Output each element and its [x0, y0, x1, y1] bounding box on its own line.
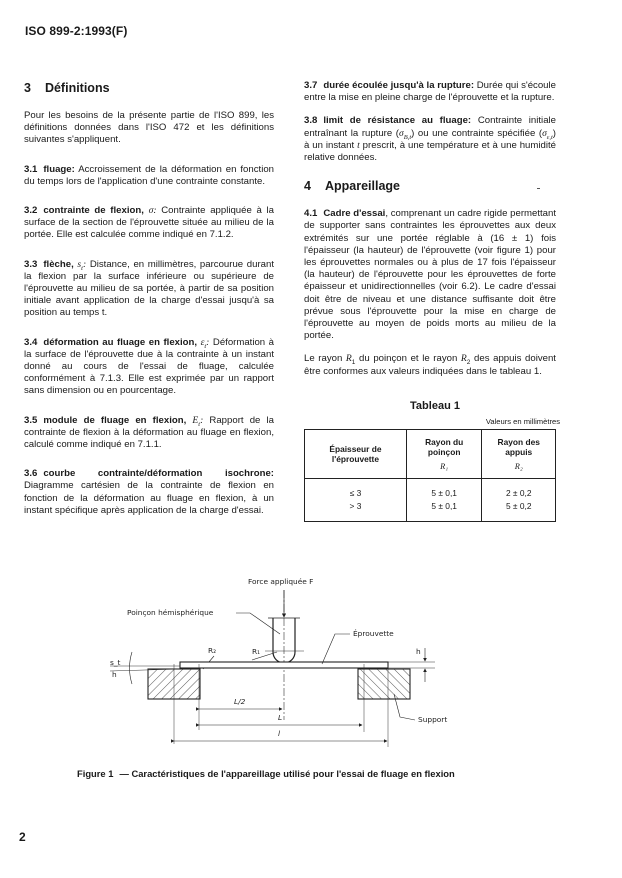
definition-text: Accroissement de la déformation en fonction du temps lors de l'application d'une contrainte constante. [24, 163, 274, 187]
definition-symbol: $E_t$: [192, 414, 204, 428]
section-title: Appareillage [324, 179, 400, 194]
definition-symbol: $\varepsilon_t$: [200, 336, 210, 350]
table-unit-note: Valeurs en millimètres [485, 417, 560, 427]
section-number: 4 [304, 179, 311, 194]
column-header-support-radius: Rayon des appuis R₂ [482, 430, 556, 479]
definition-number: 3.1 [24, 163, 38, 175]
definition-term: contrainte de flexion, [43, 205, 144, 217]
span-label: L [278, 713, 283, 722]
document-id: ISO 899-2:1993(F) [25, 24, 128, 38]
table-row [305, 479, 556, 522]
definition-3-5 [24, 415, 274, 452]
page-number: 2 [19, 830, 26, 844]
definition-number: 3.5 [24, 414, 38, 426]
definition-text: Durée qui s'écoule entre la mise en pleine charge de l'éprouvette et la rupture. [304, 80, 556, 104]
clause-4-1 [304, 208, 556, 342]
definition-number: 3.4 [24, 336, 38, 348]
section-title: Définitions [44, 81, 110, 95]
support-radius-cell: 2 ± 0,2 5 ± 0,2 [482, 479, 556, 522]
definition-3-7 [304, 80, 556, 104]
r1-label: R₁ [252, 647, 261, 656]
support-label: Support [418, 715, 448, 724]
definition-3-3 [24, 259, 274, 320]
h-right-label: h [416, 647, 421, 656]
definition-term: courbe contrainte/déformation isochrone: [43, 468, 274, 480]
force-label: Force appliquée F [248, 577, 314, 586]
definition-text: Distance, en millimètres, parcourue durant la flexion par la surface inférieure ou supérieure de l'éprouvette au milieu de sa portée, à partir de sa position initiale avant application de la charge d'essai jusqu'à sa position au temps t. [24, 258, 274, 319]
figure-caption [77, 768, 455, 779]
punch-radius-cell: 5 ± 0,1 5 ± 0,1 [406, 479, 482, 522]
definition-symbol: $s_t$: [77, 258, 87, 272]
punch-label: Poinçon hémisphérique [127, 608, 214, 617]
definition-number: 3.6 [24, 468, 38, 480]
table-title: Tableau 1 [410, 399, 460, 412]
specimen-label: Éprouvette [353, 629, 394, 638]
table-1 [304, 429, 556, 522]
definition-3-1 [24, 164, 274, 188]
definition-term: déformation au fluage en flexion, [43, 336, 198, 348]
definition-number: 3.2 [24, 205, 38, 217]
column-header-thickness: Épaisseur de l'éprouvette [305, 430, 407, 479]
thickness-cell: ≤ 3 > 3 [305, 479, 407, 522]
r2-label: R₂ [208, 646, 217, 655]
definition-number: 3.8 [304, 115, 318, 127]
section-3-heading [24, 80, 274, 96]
figure-1-diagram [110, 572, 470, 772]
figure-number: Figure 1 [77, 768, 114, 779]
right-column [304, 80, 560, 522]
section-4-heading [304, 178, 556, 194]
definition-3-4 [24, 337, 274, 398]
deflection-arc [130, 652, 133, 684]
definition-term: fluage: [43, 163, 75, 175]
definition-number: 3.3 [24, 258, 38, 270]
clause-term: Cadre d'essai [323, 208, 386, 220]
specimen [180, 662, 388, 668]
definition-term: module de fluage en flexion, [43, 414, 187, 426]
hemispherical-punch [265, 618, 304, 663]
definition-symbol: σ: [148, 205, 157, 217]
radius-paragraph: Le rayon $R_1$ du poinçon et le rayon $R_2$ des appuis doivent être conformes aux valeurs indiquées dans le tableau 1. [304, 353, 556, 377]
h-left-label: h [112, 670, 117, 679]
section-3-intro: Pour les besoins de la présente partie de l'ISO 899, les définitions données dans l'ISO 472 et les définitions suivantes s'appliquent. [24, 110, 274, 146]
definition-number: 3.7 [304, 80, 318, 91]
definition-3-8 [304, 115, 556, 164]
table-header-row [305, 430, 556, 479]
clause-number: 4.1 [304, 208, 318, 220]
definition-text: Rapport de la contrainte de flexion à la déformation au fluage en flexion, calculé comme indiqué en 7.1.1. [24, 414, 274, 451]
definition-term: durée écoulée jusqu'à la rupture: [323, 80, 475, 91]
left-column [24, 80, 274, 517]
clause-text: , comprenant un cadre rigide permettant de supporter sans contraintes les éprouvettes aux deux extrémités sur une portée réglable à (16 ± 1) fois l'épaisseur (la hauteur) de l'éprouvette (voir figure 1) pour les éprouvettes normales ou à plus de 17 fois l'épaisseur (la hauteur) de l'éprouvette pour les éprouvettes de forte épaisseur et unidirectionnelles (voir 6.2). Le cadre d'essai doit être de niveau et une distance suffisante doit être prévue sous l'éprouvette pour la mise en charge de l'éprouvette au moyen de poids morts au milieu de la portée. [304, 208, 557, 342]
figure-caption-text: — Caractéristiques de l'appareillage utilisé pour l'essai de fluage en flexion [119, 768, 455, 779]
half-span-label: L/2 [234, 697, 246, 706]
figure-1 [110, 572, 470, 772]
specimen-leader [322, 634, 350, 664]
section-number: 3 [24, 81, 31, 95]
definition-term: flèche, [43, 258, 74, 270]
definition-term: limit de résistance au fluage: [323, 115, 472, 127]
definition-3-6 [24, 468, 274, 517]
right-support [358, 669, 410, 699]
column-header-punch-radius: Rayon du poinçon R₁ [406, 430, 482, 479]
definition-text: Contrainte initiale entraînant la rupture $(\sigma_{B,t})$ ou une contrainte spécifiée $(\sigma_{\varepsilon,t})$ à un instant t prescrit, à une température et à une humidité relative données. [304, 115, 556, 164]
st-label: s_t [110, 658, 121, 667]
definition-text: Contrainte appliquée à la surface de la section de l'éprouvette située au milieu de la portée. Elle est calculée comme indiqué en 7.1.2. [24, 205, 274, 241]
length-label: l [278, 729, 281, 738]
definition-text: Diagramme cartésien de la contrainte de flexion en fonction de la déformation au fluage en flexion, à un instant spécifique après application de la charge d'essai. [24, 480, 274, 516]
definition-3-2 [24, 205, 274, 242]
definition-text: Déformation à la surface de l'éprouvette due à la contrainte à un instant donné au cours de l'essai de fluage, calculée conformément à 7.1.3. Elle est exprimée par un rapport sans dimension ou en pourcentage. [24, 336, 274, 397]
scan-artifact [537, 188, 540, 189]
